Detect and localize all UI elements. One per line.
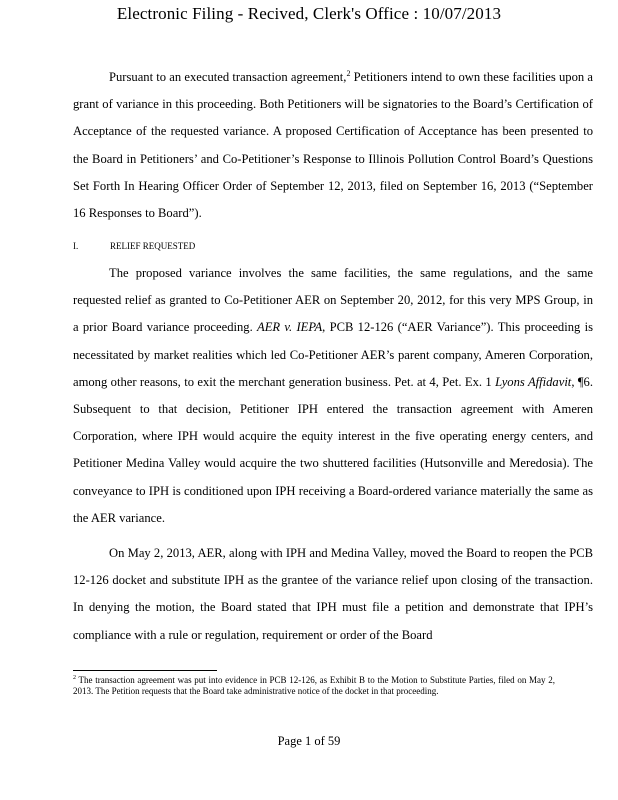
- footnote-reference[interactable]: 2: [346, 68, 351, 78]
- section-number: I.: [73, 241, 79, 251]
- para2-text-1: The proposed variance involves the same facilities, the same regulations, and the same requested relief as granted to Co-Petitioner AER on September 20, 2012, for this very MPS Group, in a prior Board variance proceeding.: [73, 266, 593, 335]
- para2-text-3: , ¶6. Subsequent to that decision, Petitioner IPH entered the transaction agreement with Ameren Corporation, where IPH would acquire the equity interest in the five operating energy centers, and Petitioner Medina Valley would acquire the two shuttered facilities (Hutsonville and Meredosia). The conveyance to IPH is conditioned upon IPH receiving a Board-ordered variance materially the same as the AER variance.: [73, 374, 593, 525]
- para1-text-start: Pursuant to an executed transaction agreement,: [109, 70, 347, 84]
- footnote: [73, 675, 555, 696]
- para1-text-end: Petitioners intend to own these facilities upon a grant of variance in this proceeding. Both Petitioners will be signatories to the Board’s Certification of Acceptance of the requested variance. A proposed Certification of Acceptance has been presented to the Board in Petitioners’ and Co-Petitioner’s Response to Illinois Pollution Control Board’s Questions Set Forth In Hearing Officer Order of September 12, 2013, filed on September 16, 2013 (“September 16 Responses to Board”).: [73, 70, 594, 221]
- para3-text: On May 2, 2013, AER, along with IPH and Medina Valley, moved the Board to reopen the PCB 12-126 docket and substitute IPH as the grantee of the variance relief upon closing of the transaction. In denying the motion, the Board stated that IPH must file a petition and demonstrate that IPH’s compliance with a rule or regulation, requirement or order of the Board: [73, 546, 593, 642]
- filing-stamp-header: Electronic Filing - Recived, Clerk's Office : 10/07/2013: [116, 4, 502, 23]
- section-title: RELIEF REQUESTED: [110, 241, 196, 251]
- paragraph-transaction-agreement: [73, 64, 593, 227]
- affidavit-citation: Lyons Affidavit: [495, 374, 572, 389]
- paragraph-relief-requested: [73, 260, 593, 532]
- footnote-divider: [73, 670, 217, 671]
- page-number: Page 1 of 59: [277, 734, 341, 748]
- paragraph-motion-to-reopen: [73, 540, 593, 649]
- footnote-marker: 2: [73, 675, 76, 681]
- footnote-text: The transaction agreement was put into evidence in PCB 12-126, as Exhibit B to the Motion to Substitute Parties, filed on May 2, 2013. The Petition requests that the Board take administrative notice of the docket in that proceeding.: [73, 675, 555, 696]
- section-heading: [73, 238, 195, 254]
- para2-text-2: , PCB 12-126 (“AER Variance”). This proceeding is necessitated by market realities which led Co-Petitioner AER’s parent company, Ameren Corporation, among other reasons, to exit the merchant generation business. Pet. at 4, Pet. Ex. 1: [73, 320, 594, 389]
- case-citation: AER v. IEPA: [257, 320, 323, 335]
